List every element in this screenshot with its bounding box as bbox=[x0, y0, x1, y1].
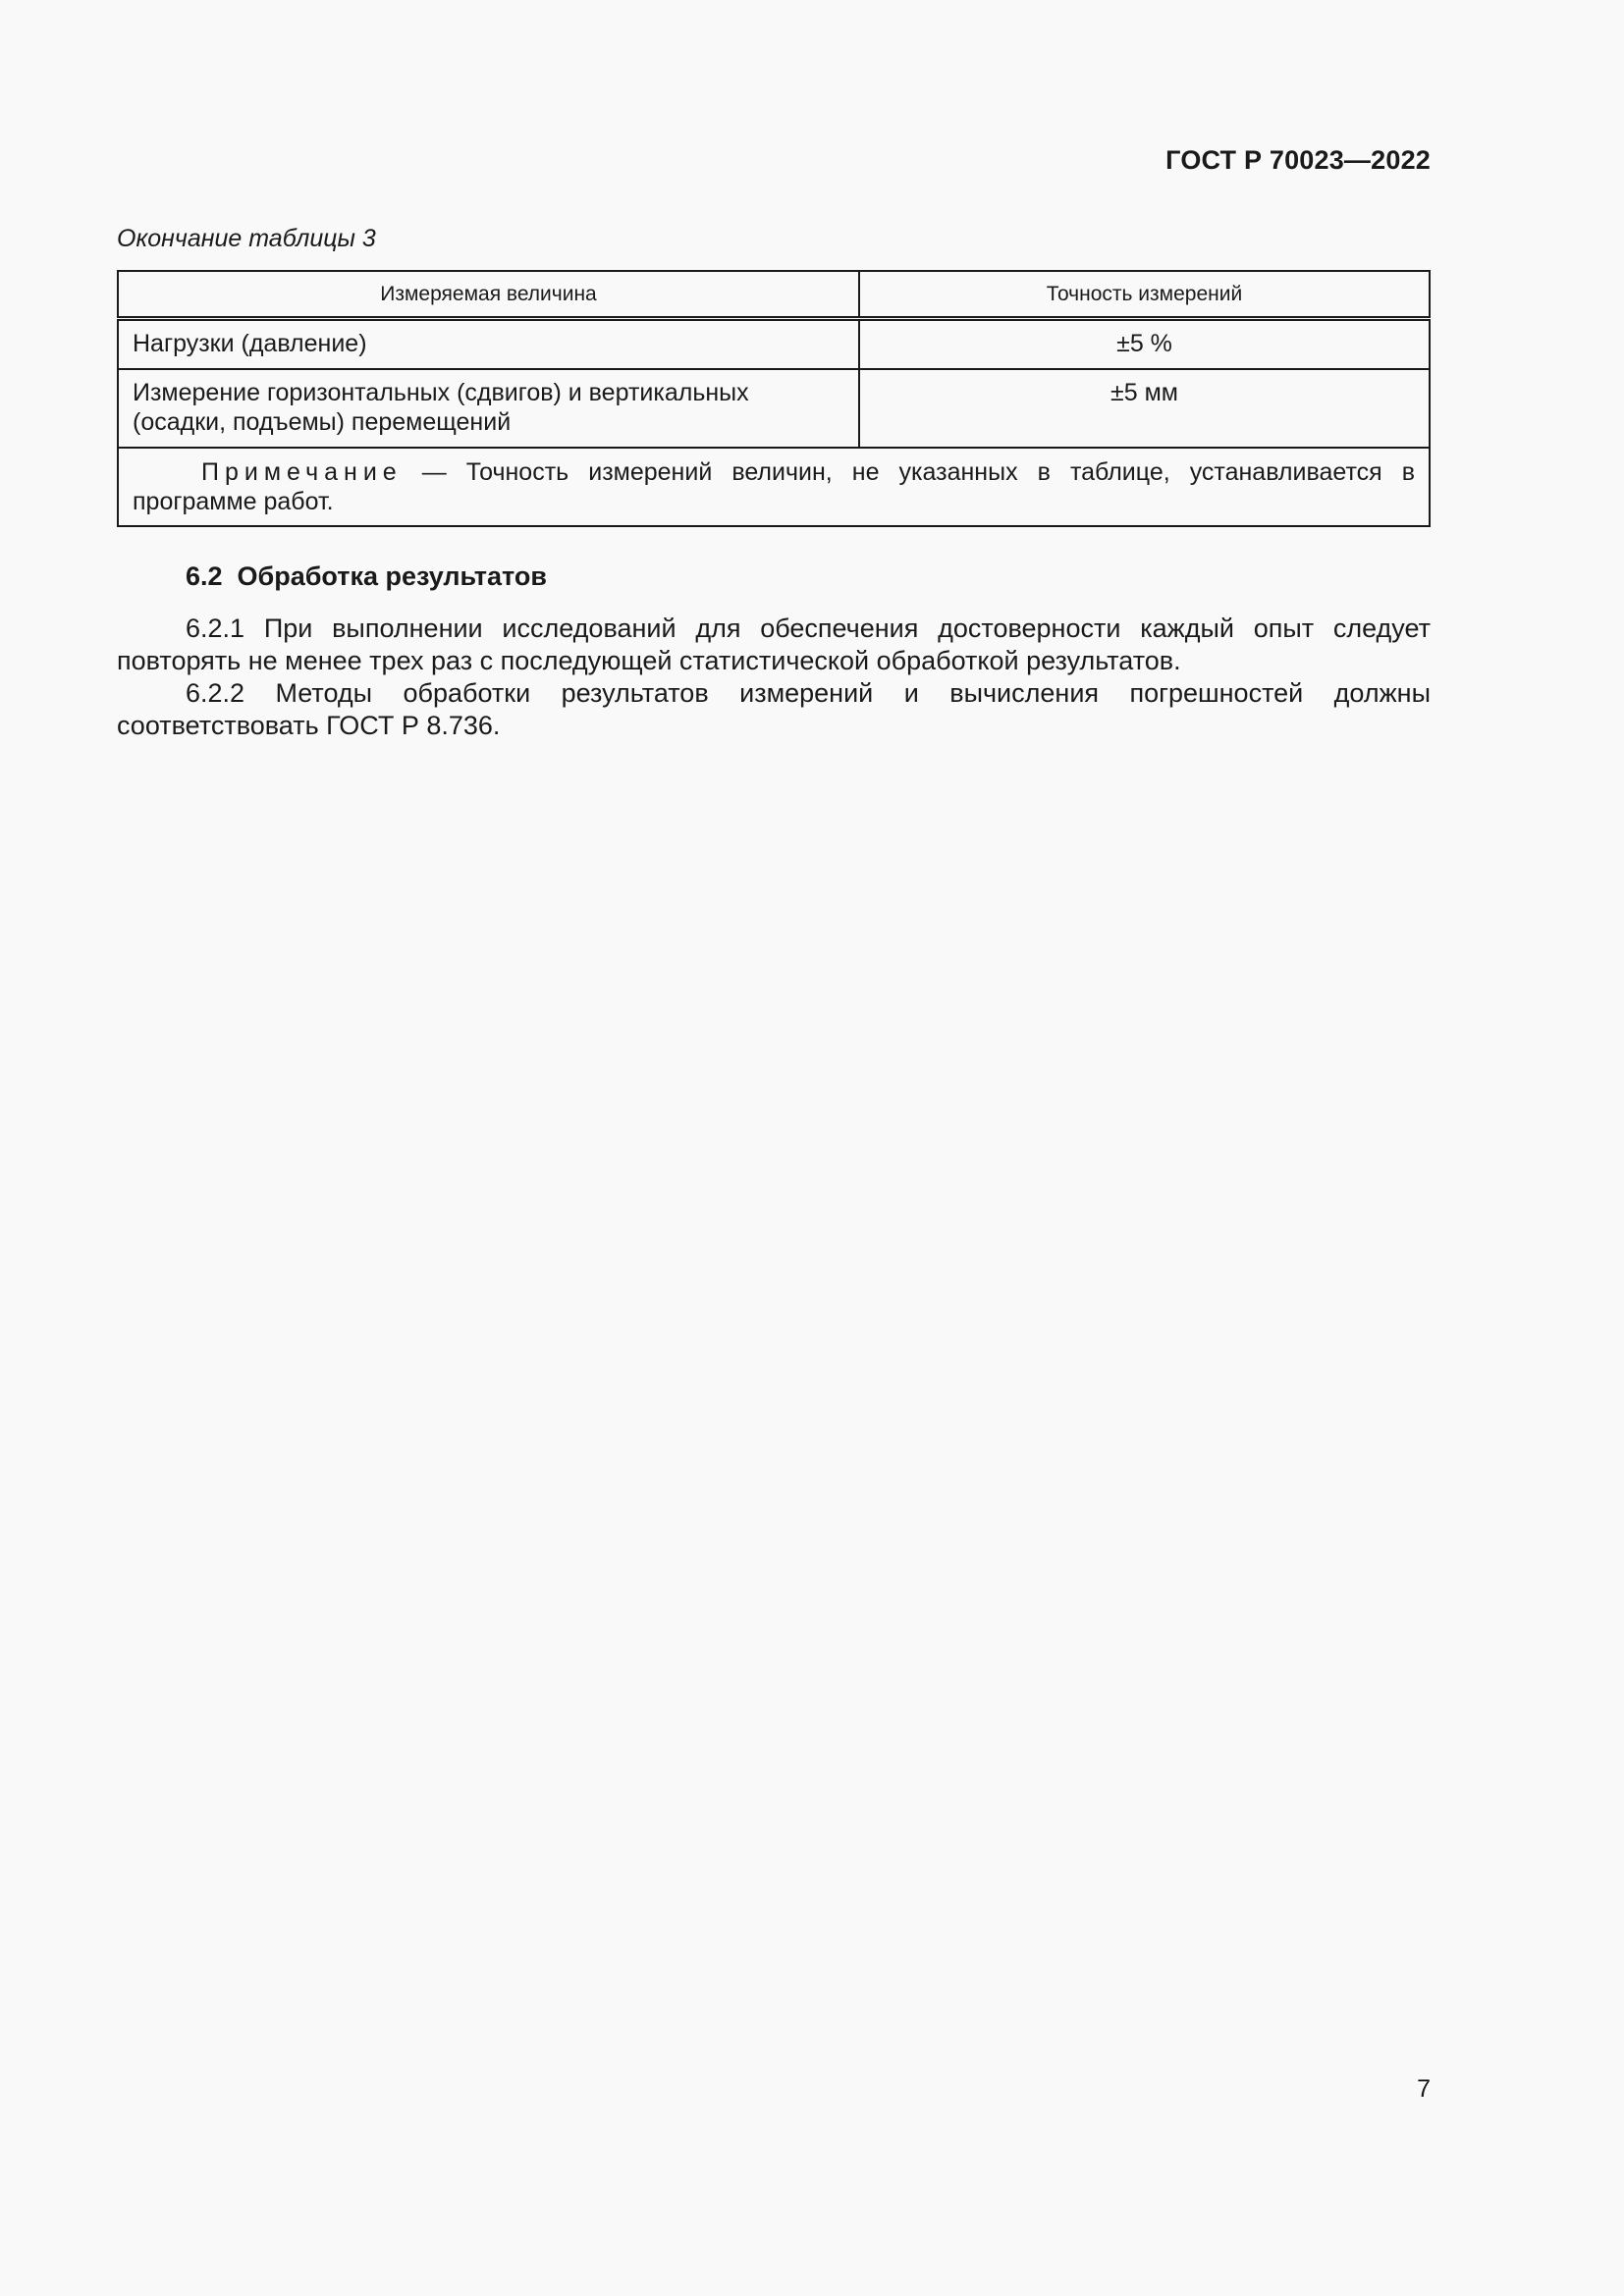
column-header-quantity: Измеряемая величина bbox=[118, 271, 859, 319]
section-title: 6.2 Обработка результатов bbox=[186, 561, 547, 591]
paragraph-text: 6.2.1 При выполнении исследований для обеспечения достоверности каждый опыт следует повторять не менее трех раз с последующей статистической обработкой результатов. bbox=[117, 614, 1431, 675]
table-note bbox=[118, 448, 1430, 526]
paragraph-6-2-1 bbox=[117, 613, 1431, 677]
page-number: 7 bbox=[1417, 2075, 1431, 2103]
table-row bbox=[118, 369, 1430, 448]
note-text: — Точность измерений величин, не указанных в таблице, устанавливается в программе работ. bbox=[133, 458, 1415, 515]
paragraph-6-2-2 bbox=[117, 677, 1431, 742]
table-note-row bbox=[118, 448, 1430, 526]
table-cell-accuracy: ±5 мм bbox=[859, 369, 1430, 448]
table-cell-quantity: Нагрузки (давление) bbox=[118, 319, 859, 370]
note-label: Примечание bbox=[201, 458, 403, 486]
column-header-accuracy: Точность измерений bbox=[859, 271, 1430, 319]
table-header-row bbox=[118, 271, 1430, 319]
accuracy-table bbox=[117, 270, 1431, 527]
table-cell-accuracy: ±5 % bbox=[859, 319, 1430, 370]
document-code: ГОСТ Р 70023—2022 bbox=[1165, 145, 1431, 175]
table-caption: Окончание таблицы 3 bbox=[117, 225, 376, 252]
table-cell-quantity: Измерение горизонтальных (сдвигов) и вертикальных (осадки, подъемы) перемещений bbox=[118, 369, 859, 448]
table-row bbox=[118, 319, 1430, 370]
paragraph-text: 6.2.2 Методы обработки результатов измерений и вычисления погрешностей должны соответствовать ГОСТ Р 8.736. bbox=[117, 678, 1431, 740]
